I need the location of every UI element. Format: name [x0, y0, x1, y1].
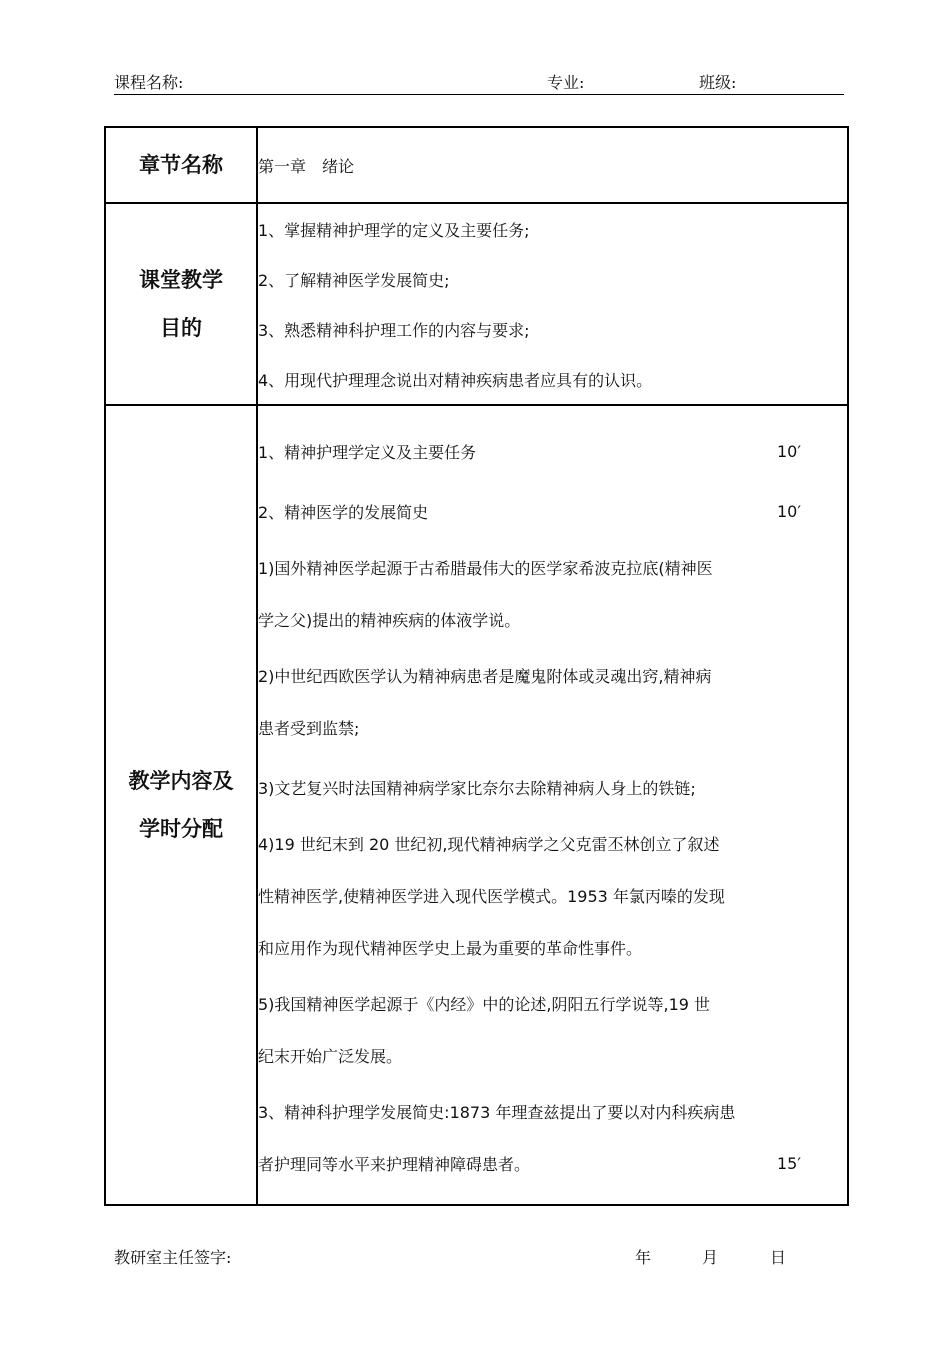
content-line-text: 1)国外精神医学起源于古希腊最伟大的医学家希波克拉底(精神医: [258, 558, 713, 578]
content-line: [258, 1137, 847, 1189]
content-line-text: 3)文艺复兴时法国精神病学家比奈尔去除精神病人身上的铁链;: [258, 778, 696, 798]
content-line-text: 性精神医学,使精神医学进入现代医学模式。1953 年氯丙嗪的发现: [258, 886, 725, 906]
content-line: [258, 481, 847, 541]
objective-item: 4、用现代护理理念说出对精神疾病患者应具有的认识。: [258, 370, 653, 390]
content-line: [258, 1085, 847, 1137]
objective-item: 1、掌握精神护理学的定义及主要任务;: [258, 220, 530, 240]
time-allocation: 10′: [777, 441, 801, 461]
chapter-label: [105, 127, 257, 203]
objective-item: 3、熟悉精神科护理工作的内容与要求;: [258, 320, 530, 340]
time-allocation: 10′: [777, 501, 801, 521]
chapter-value-cell: [257, 127, 848, 203]
content-line: [258, 869, 847, 921]
content-row: [105, 405, 848, 1205]
date-year-label: 年: [635, 1248, 652, 1267]
content-line-text: 4)19 世纪末到 20 世纪初,现代精神病学之父克雷丕林创立了叙述: [258, 834, 720, 854]
chapter-value: 第一章 绪论: [258, 156, 355, 176]
content-label-line2: 学时分配: [139, 816, 223, 841]
content-label: [105, 405, 257, 1205]
director-signature-label: 教研室主任签字:: [114, 1248, 232, 1267]
content-line-text: 1、精神护理学定义及主要任务: [258, 442, 477, 462]
objectives-label-line2: 目的: [160, 315, 202, 340]
content-label-line1: 教学内容及: [128, 768, 234, 793]
content-line-text: 纪末开始广泛发展。: [258, 1046, 403, 1066]
content-line: [258, 593, 847, 645]
chapter-label-text: 章节名称: [139, 152, 223, 177]
content-line-text: 学之父)提出的精神疾病的体液学说。: [258, 610, 521, 630]
objective-item: 2、了解精神医学发展简史;: [258, 270, 450, 290]
content-line: [258, 921, 847, 973]
date-day-label: 日: [770, 1248, 787, 1267]
objectives-label: [105, 203, 257, 405]
major-label: 专业:: [547, 73, 585, 92]
date-month-label: 月: [702, 1248, 719, 1267]
content-line: [258, 649, 847, 701]
content-line: [258, 1029, 847, 1081]
content-line-text: 5)我国精神医学起源于《内经》中的论述,阴阳五行学说等,19 世: [258, 994, 711, 1014]
class-label: 班级:: [699, 73, 737, 92]
content-line: [258, 977, 847, 1029]
content-line: [258, 541, 847, 593]
content-line-text: 3、精神科护理学发展简史:1873 年理查兹提出了要以对内科疾病患: [258, 1102, 736, 1122]
content-line-text: 者护理同等水平来护理精神障碍患者。: [258, 1154, 531, 1174]
content-line-text: 2、精神医学的发展简史: [258, 502, 429, 522]
content-cell: [257, 405, 848, 1205]
content-line-text: 2)中世纪西欧医学认为精神病患者是魔鬼附体或灵魂出窍,精神病: [258, 666, 712, 686]
content-line: [258, 701, 847, 753]
objectives-label-line1: 课堂教学: [139, 267, 223, 292]
content-line: [258, 817, 847, 869]
content-line-text: 患者受到监禁;: [258, 718, 360, 738]
chapter-row: [105, 127, 848, 203]
objectives-cell: [257, 203, 848, 405]
page-header: [114, 70, 844, 95]
objectives-row: [105, 203, 848, 405]
course-name-label: 课程名称:: [114, 73, 184, 92]
content-line: [258, 757, 847, 817]
content-line-text: 和应用作为现代精神医学史上最为重要的革命性事件。: [258, 938, 643, 958]
content-line: [258, 421, 847, 481]
time-allocation: 15′: [777, 1153, 801, 1173]
lesson-plan-table: [104, 126, 849, 1206]
